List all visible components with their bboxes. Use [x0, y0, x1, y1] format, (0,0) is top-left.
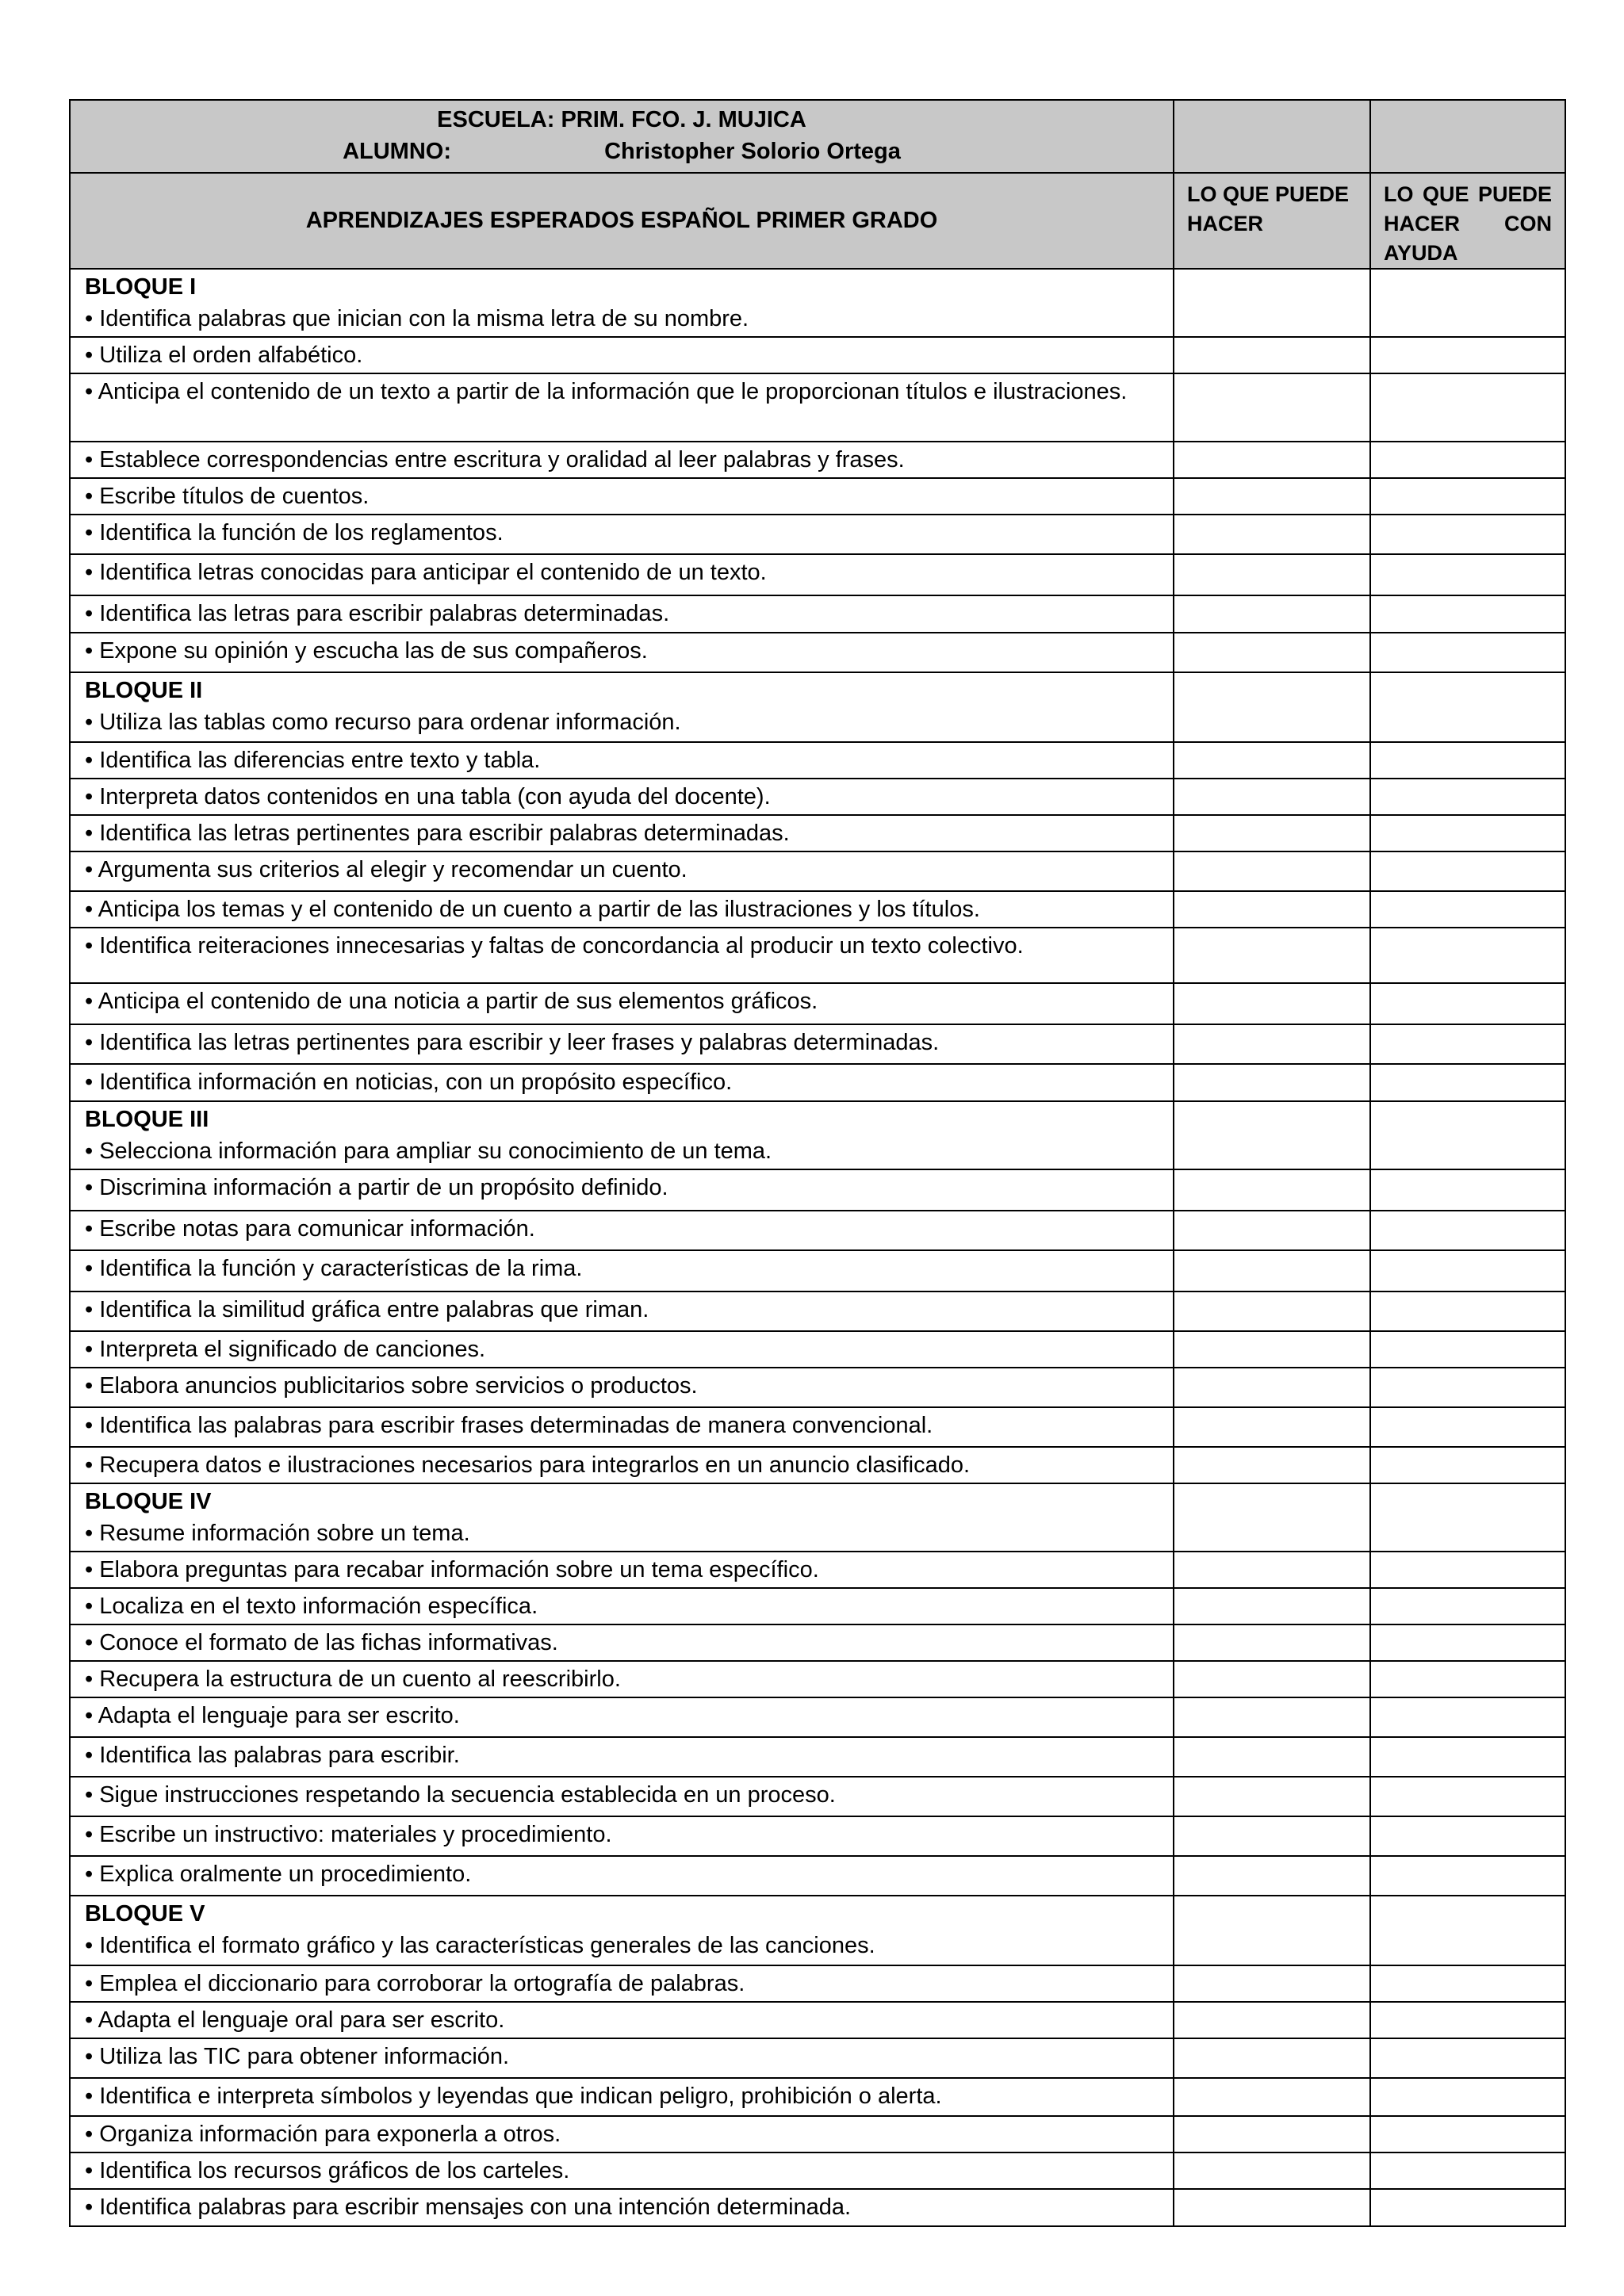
- learning-outcome-text: • Recupera la estructura de un cuento al reescribirlo.: [85, 1667, 621, 1692]
- table-row: [70, 1816, 1565, 1856]
- learning-outcome-cell: [70, 2152, 1174, 2189]
- can-do-checkbox-cell[interactable]: [1174, 672, 1370, 742]
- can-do-checkbox-cell[interactable]: [1174, 1101, 1370, 1169]
- learning-outcome-cell: [70, 2038, 1174, 2078]
- can-do-with-help-checkbox-cell[interactable]: [1370, 1250, 1565, 1292]
- can-do-checkbox-cell[interactable]: [1174, 779, 1370, 815]
- table-row: [70, 1624, 1565, 1661]
- learning-outcome-cell: [70, 1024, 1174, 1064]
- can-do-checkbox-cell[interactable]: [1174, 928, 1370, 983]
- table-row: [70, 1292, 1565, 1331]
- learning-outcome-cell: [70, 1250, 1174, 1292]
- can-do-with-help-checkbox-cell[interactable]: [1370, 337, 1565, 373]
- can-do-with-help-checkbox-cell[interactable]: [1370, 595, 1565, 633]
- table-row: [70, 442, 1565, 478]
- can-do-checkbox-cell[interactable]: [1174, 2152, 1370, 2189]
- learning-outcome-cell: [70, 1211, 1174, 1250]
- table-row: [70, 1737, 1565, 1777]
- table-row: [70, 1552, 1565, 1588]
- table-row: [70, 1661, 1565, 1697]
- learning-outcome-text: • Utiliza el orden alfabético.: [85, 342, 363, 368]
- can-do-checkbox-cell[interactable]: [1174, 2002, 1370, 2038]
- can-do-with-help-checkbox-cell[interactable]: [1370, 1896, 1565, 1965]
- can-do-checkbox-cell[interactable]: [1174, 515, 1370, 554]
- can-do-with-help-checkbox-cell[interactable]: [1370, 269, 1565, 337]
- can-do-with-help-checkbox-cell[interactable]: [1370, 515, 1565, 554]
- learning-outcome-cell: [70, 1777, 1174, 1816]
- table-row: [70, 337, 1565, 373]
- table-row: [70, 1407, 1565, 1447]
- can-do-with-help-checkbox-cell[interactable]: [1370, 478, 1565, 515]
- table-row: [70, 1856, 1565, 1896]
- learning-outcome-cell: [70, 2116, 1174, 2152]
- can-do-checkbox-cell[interactable]: [1174, 2078, 1370, 2116]
- table-row: [70, 779, 1565, 815]
- block-heading: BLOQUE I: [85, 274, 197, 300]
- learning-outcome-text: • Utiliza las tablas como recurso para ordenar información.: [85, 710, 681, 735]
- learning-outcome-text: • Identifica las letras para escribir palabras determinadas.: [85, 601, 670, 626]
- learning-outcome-text: • Recupera datos e ilustraciones necesarios para integrarlos en un anuncio clasificado.: [85, 1452, 971, 1478]
- learning-outcome-text: • Elabora anuncios publicitarios sobre servicios o productos.: [85, 1373, 698, 1399]
- table-row: [70, 478, 1565, 515]
- learning-outcome-text: • Identifica la función de los reglamentos.: [85, 520, 504, 545]
- can-do-with-help-checkbox-cell[interactable]: [1370, 2152, 1565, 2189]
- learning-outcome-cell: [70, 478, 1174, 515]
- can-do-checkbox-cell[interactable]: [1174, 1407, 1370, 1447]
- can-do-with-help-checkbox-cell[interactable]: [1370, 633, 1565, 672]
- table-row: [70, 1250, 1565, 1292]
- learning-outcome-cell: [70, 554, 1174, 595]
- can-do-checkbox-cell[interactable]: [1174, 1483, 1370, 1552]
- learning-outcome-cell: [70, 2189, 1174, 2226]
- table-row: [70, 595, 1565, 633]
- learning-outcome-cell: [70, 891, 1174, 928]
- learning-outcome-cell: [70, 595, 1174, 633]
- learning-outcome-cell: [70, 1816, 1174, 1856]
- table-row: [70, 515, 1565, 554]
- checklist-body: [70, 100, 1565, 2226]
- learning-outcome-text: • Emplea el diccionario para corroborar la ortografía de palabras.: [85, 1971, 745, 1996]
- column-header-can-do: LO QUE PUEDE HACER: [1174, 173, 1370, 269]
- learning-outcome-cell: [70, 1368, 1174, 1407]
- can-do-checkbox-cell[interactable]: [1174, 891, 1370, 928]
- learning-outcome-text: • Utiliza las TIC para obtener información.: [85, 2044, 510, 2069]
- learning-outcome-text: • Identifica las diferencias entre texto y tabla.: [85, 748, 541, 773]
- can-do-checkbox-cell[interactable]: [1174, 1777, 1370, 1816]
- learning-outcome-cell: [70, 1552, 1174, 1588]
- table-row: [70, 1368, 1565, 1407]
- learning-outcome-cell: [70, 1624, 1174, 1661]
- can-do-checkbox-cell[interactable]: [1174, 1624, 1370, 1661]
- table-row: [70, 633, 1565, 672]
- table-row: [70, 2152, 1565, 2189]
- learning-outcome-cell: [70, 742, 1174, 779]
- column-header-can-do-with-help: LO QUE PUEDE HACER CON AYUDA: [1370, 173, 1565, 269]
- can-do-with-help-checkbox-cell[interactable]: [1370, 2038, 1565, 2078]
- learning-outcome-cell: [70, 1064, 1174, 1101]
- table-row: [70, 1588, 1565, 1624]
- learning-outcome-cell: [70, 815, 1174, 851]
- learning-outcome-text: • Identifica reiteraciones innecesarias y faltas de concordancia al producir un texto colectivo.: [85, 933, 1024, 959]
- header-blank-cell-can-do-help: [1370, 100, 1565, 173]
- can-do-with-help-checkbox-cell[interactable]: [1370, 891, 1565, 928]
- can-do-with-help-checkbox-cell[interactable]: [1370, 1447, 1565, 1483]
- table-row: [70, 983, 1565, 1024]
- can-do-checkbox-cell[interactable]: [1174, 1447, 1370, 1483]
- can-do-with-help-checkbox-cell[interactable]: [1370, 2078, 1565, 2116]
- learning-outcome-text: • Escribe un instructivo: materiales y procedimiento.: [85, 1822, 612, 1847]
- school-student-cell: [70, 100, 1174, 173]
- can-do-with-help-checkbox-cell[interactable]: [1370, 1816, 1565, 1856]
- learning-checklist-table: [69, 99, 1566, 2227]
- learning-outcome-cell: [70, 373, 1174, 442]
- learning-outcome-text: • Elabora preguntas para recabar información sobre un tema específico.: [85, 1557, 819, 1582]
- can-do-checkbox-cell[interactable]: [1174, 742, 1370, 779]
- table-row: [70, 891, 1565, 928]
- learning-outcome-text: • Establece correspondencias entre escritura y oralidad al leer palabras y frases.: [85, 447, 905, 473]
- can-do-checkbox-cell[interactable]: [1174, 1856, 1370, 1896]
- table-row: [70, 1331, 1565, 1368]
- student-label: ALUMNO:: [343, 139, 451, 164]
- table-row: [70, 1211, 1565, 1250]
- can-do-with-help-checkbox-cell[interactable]: [1370, 1856, 1565, 1896]
- block-heading: BLOQUE II: [85, 678, 203, 703]
- learning-outcome-text: • Interpreta datos contenidos en una tabla (con ayuda del docente).: [85, 784, 771, 809]
- can-do-with-help-checkbox-cell[interactable]: [1370, 2189, 1565, 2226]
- learning-outcome-text: • Identifica e interpreta símbolos y leyendas que indican peligro, prohibición o alerta.: [85, 2084, 942, 2109]
- block-heading: BLOQUE V: [85, 1901, 205, 1927]
- table-row: [70, 742, 1565, 779]
- can-do-with-help-checkbox-cell[interactable]: [1370, 1101, 1565, 1169]
- learning-outcome-text: • Adapta el lenguaje para ser escrito.: [85, 1703, 460, 1728]
- learning-outcome-text: • Interpreta el significado de canciones.: [85, 1337, 486, 1362]
- learning-outcome-text: • Escribe títulos de cuentos.: [85, 484, 370, 509]
- can-do-with-help-checkbox-cell[interactable]: [1370, 1292, 1565, 1331]
- can-do-checkbox-cell[interactable]: [1174, 2038, 1370, 2078]
- can-do-with-help-checkbox-cell[interactable]: [1370, 2002, 1565, 2038]
- can-do-with-help-checkbox-cell[interactable]: [1370, 1407, 1565, 1447]
- can-do-with-help-checkbox-cell[interactable]: [1370, 554, 1565, 595]
- table-row: [70, 1024, 1565, 1064]
- learning-outcome-cell: [70, 851, 1174, 891]
- can-do-checkbox-cell[interactable]: [1174, 1331, 1370, 1368]
- can-do-with-help-checkbox-cell[interactable]: [1370, 983, 1565, 1024]
- learning-outcome-cell: [70, 1737, 1174, 1777]
- learning-outcome-text: • Identifica la función y características de la rima.: [85, 1256, 583, 1281]
- can-do-with-help-checkbox-cell[interactable]: [1370, 1483, 1565, 1552]
- learning-outcome-cell: [70, 633, 1174, 672]
- learning-outcome-cell: [70, 337, 1174, 373]
- can-do-with-help-checkbox-cell[interactable]: [1370, 1777, 1565, 1816]
- learning-outcome-text: • Identifica letras conocidas para anticipar el contenido de un texto.: [85, 560, 767, 585]
- learning-outcome-text: • Identifica información en noticias, con un propósito específico.: [85, 1070, 733, 1095]
- learning-outcome-text: • Anticipa el contenido de un texto a partir de la información que le proporcionan títulos e ilustraciones.: [85, 379, 1128, 404]
- block-heading: BLOQUE IV: [85, 1489, 212, 1514]
- can-do-checkbox-cell[interactable]: [1174, 1697, 1370, 1737]
- table-row: [70, 928, 1565, 983]
- can-do-checkbox-cell[interactable]: [1174, 595, 1370, 633]
- learning-outcome-cell: [70, 1588, 1174, 1624]
- learning-outcome-text: • Localiza en el texto información específica.: [85, 1594, 538, 1619]
- learning-outcome-cell: [70, 928, 1174, 983]
- can-do-checkbox-cell[interactable]: [1174, 1737, 1370, 1777]
- can-do-checkbox-cell[interactable]: [1174, 851, 1370, 891]
- table-row: [70, 1965, 1565, 2002]
- learning-outcome-cell: [70, 1447, 1174, 1483]
- learning-outcome-cell: [70, 515, 1174, 554]
- learning-outcome-cell: [70, 1965, 1174, 2002]
- can-do-with-help-checkbox-cell[interactable]: [1370, 815, 1565, 851]
- table-row: [70, 672, 1565, 742]
- can-do-with-help-checkbox-cell[interactable]: [1370, 1169, 1565, 1211]
- can-do-with-help-checkbox-cell[interactable]: [1370, 1588, 1565, 1624]
- learning-outcome-text: • Sigue instrucciones respetando la secuencia establecida en un proceso.: [85, 1782, 836, 1808]
- can-do-with-help-checkbox-cell[interactable]: [1370, 1697, 1565, 1737]
- learning-outcome-cell: [70, 1101, 1174, 1169]
- learning-outcome-cell: [70, 1661, 1174, 1697]
- can-do-checkbox-cell[interactable]: [1174, 1965, 1370, 2002]
- learning-outcome-text: • Explica oralmente un procedimiento.: [85, 1862, 472, 1887]
- learning-outcome-text: • Discrimina información a partir de un propósito definido.: [85, 1175, 668, 1200]
- learning-outcome-text: • Argumenta sus criterios al elegir y recomendar un cuento.: [85, 857, 688, 882]
- can-do-checkbox-cell[interactable]: [1174, 1816, 1370, 1856]
- learning-outcome-cell: [70, 1331, 1174, 1368]
- learning-outcome-cell: [70, 1169, 1174, 1211]
- learning-outcome-cell: [70, 1483, 1174, 1552]
- block-heading: BLOQUE III: [85, 1107, 209, 1132]
- student-line: [343, 136, 901, 167]
- table-row: [70, 1483, 1565, 1552]
- learning-outcome-text: • Identifica palabras que inician con la misma letra de su nombre.: [85, 306, 749, 331]
- can-do-checkbox-cell[interactable]: [1174, 1368, 1370, 1407]
- can-do-checkbox-cell[interactable]: [1174, 373, 1370, 442]
- can-do-checkbox-cell[interactable]: [1174, 1896, 1370, 1965]
- can-do-checkbox-cell[interactable]: [1174, 1064, 1370, 1101]
- can-do-with-help-checkbox-cell[interactable]: [1370, 928, 1565, 983]
- can-do-checkbox-cell[interactable]: [1174, 2116, 1370, 2152]
- learning-outcome-text: • Identifica palabras para escribir mensajes con una intención determinada.: [85, 2195, 852, 2220]
- table-row: [70, 1064, 1565, 1101]
- table-row: [70, 373, 1565, 442]
- table-row: [70, 2038, 1565, 2078]
- learning-outcome-cell: [70, 269, 1174, 337]
- can-do-checkbox-cell[interactable]: [1174, 269, 1370, 337]
- table-row: [70, 2002, 1565, 2038]
- header-blank-cell-can-do: [1174, 100, 1370, 173]
- can-do-with-help-checkbox-cell[interactable]: [1370, 1064, 1565, 1101]
- can-do-with-help-checkbox-cell[interactable]: [1370, 1368, 1565, 1407]
- learning-outcome-text: • Identifica los recursos gráficos de los carteles.: [85, 2158, 570, 2183]
- learning-outcome-text: • Conoce el formato de las fichas informativas.: [85, 1630, 558, 1655]
- table-row: [70, 1697, 1565, 1737]
- table-row: [70, 269, 1565, 337]
- can-do-checkbox-cell[interactable]: [1174, 1250, 1370, 1292]
- can-do-with-help-checkbox-cell[interactable]: [1370, 742, 1565, 779]
- can-do-checkbox-cell[interactable]: [1174, 442, 1370, 478]
- can-do-checkbox-cell[interactable]: [1174, 554, 1370, 595]
- table-row: [70, 2116, 1565, 2152]
- learning-outcome-text: • Identifica la similitud gráfica entre palabras que riman.: [85, 1297, 649, 1322]
- can-do-with-help-checkbox-cell[interactable]: [1370, 672, 1565, 742]
- can-do-with-help-checkbox-cell[interactable]: [1370, 1965, 1565, 2002]
- can-do-with-help-checkbox-cell[interactable]: [1370, 1624, 1565, 1661]
- learning-outcome-cell: [70, 779, 1174, 815]
- can-do-checkbox-cell[interactable]: [1174, 1292, 1370, 1331]
- can-do-with-help-checkbox-cell[interactable]: [1370, 851, 1565, 891]
- can-do-checkbox-cell[interactable]: [1174, 1552, 1370, 1588]
- learning-outcome-text: • Expone su opinión y escucha las de sus compañeros.: [85, 638, 648, 664]
- subject-title: APRENDIZAJES ESPERADOS ESPAÑOL PRIMER GRADO: [70, 173, 1174, 269]
- learning-outcome-cell: [70, 983, 1174, 1024]
- can-do-checkbox-cell[interactable]: [1174, 633, 1370, 672]
- table-row: [70, 1777, 1565, 1816]
- table-row: [70, 1447, 1565, 1483]
- learning-outcome-text: • Anticipa el contenido de una noticia a partir de sus elementos gráficos.: [85, 989, 818, 1014]
- table-row: [70, 1896, 1565, 1965]
- table-row: [70, 2189, 1565, 2226]
- learning-outcome-cell: [70, 1407, 1174, 1447]
- school-header-row: [70, 100, 1565, 173]
- learning-outcome-cell: [70, 2078, 1174, 2116]
- learning-outcome-text: • Adapta el lenguaje oral para ser escrito.: [85, 2007, 505, 2033]
- learning-outcome-cell: [70, 442, 1174, 478]
- learning-outcome-cell: [70, 1896, 1174, 1965]
- table-row: [70, 554, 1565, 595]
- can-do-checkbox-cell[interactable]: [1174, 983, 1370, 1024]
- can-do-checkbox-cell[interactable]: [1174, 1661, 1370, 1697]
- can-do-with-help-checkbox-cell[interactable]: [1370, 1737, 1565, 1777]
- learning-outcome-text: • Identifica las letras pertinentes para escribir y leer frases y palabras determinadas.: [85, 1030, 940, 1055]
- can-do-with-help-checkbox-cell[interactable]: [1370, 779, 1565, 815]
- can-do-checkbox-cell[interactable]: [1174, 1588, 1370, 1624]
- can-do-with-help-checkbox-cell[interactable]: [1370, 373, 1565, 442]
- learning-outcome-cell: [70, 1292, 1174, 1331]
- can-do-with-help-checkbox-cell[interactable]: [1370, 1552, 1565, 1588]
- learning-outcome-text: • Anticipa los temas y el contenido de un cuento a partir de las ilustraciones y los títulos.: [85, 897, 980, 922]
- learning-outcome-cell: [70, 2002, 1174, 2038]
- can-do-checkbox-cell[interactable]: [1174, 2189, 1370, 2226]
- can-do-with-help-checkbox-cell[interactable]: [1370, 2116, 1565, 2152]
- school-name: ESCUELA: PRIM. FCO. J. MUJICA: [437, 107, 806, 132]
- can-do-with-help-checkbox-cell[interactable]: [1370, 1024, 1565, 1064]
- learning-outcome-text: • Identifica el formato gráfico y las características generales de las canciones.: [85, 1933, 875, 1958]
- learning-outcome-text: • Escribe notas para comunicar información.: [85, 1216, 535, 1242]
- can-do-checkbox-cell[interactable]: [1174, 1169, 1370, 1211]
- can-do-with-help-checkbox-cell[interactable]: [1370, 1211, 1565, 1250]
- table-row: [70, 815, 1565, 851]
- learning-outcome-text: • Selecciona información para ampliar su conocimiento de un tema.: [85, 1138, 772, 1164]
- table-row: [70, 851, 1565, 891]
- learning-outcome-cell: [70, 1856, 1174, 1896]
- learning-outcome-text: • Organiza información para exponerla a otros.: [85, 2122, 561, 2147]
- learning-outcome-cell: [70, 1697, 1174, 1737]
- can-do-checkbox-cell[interactable]: [1174, 1211, 1370, 1250]
- can-do-checkbox-cell[interactable]: [1174, 815, 1370, 851]
- table-row: [70, 1101, 1565, 1169]
- learning-outcome-cell: [70, 672, 1174, 742]
- learning-outcome-text: • Identifica las letras pertinentes para escribir palabras determinadas.: [85, 821, 790, 846]
- learning-outcome-text: • Resume información sobre un tema.: [85, 1521, 470, 1546]
- subject-header-row: [70, 173, 1565, 269]
- can-do-checkbox-cell[interactable]: [1174, 1024, 1370, 1064]
- can-do-with-help-checkbox-cell[interactable]: [1370, 442, 1565, 478]
- learning-outcome-text: • Identifica las palabras para escribir frases determinadas de manera convencional.: [85, 1413, 933, 1438]
- can-do-with-help-checkbox-cell[interactable]: [1370, 1661, 1565, 1697]
- can-do-checkbox-cell[interactable]: [1174, 337, 1370, 373]
- table-row: [70, 2078, 1565, 2116]
- table-row: [70, 1169, 1565, 1211]
- student-name: Christopher Solorio Ortega: [604, 139, 901, 164]
- can-do-checkbox-cell[interactable]: [1174, 478, 1370, 515]
- learning-outcome-text: • Identifica las palabras para escribir.: [85, 1743, 460, 1768]
- can-do-with-help-checkbox-cell[interactable]: [1370, 1331, 1565, 1368]
